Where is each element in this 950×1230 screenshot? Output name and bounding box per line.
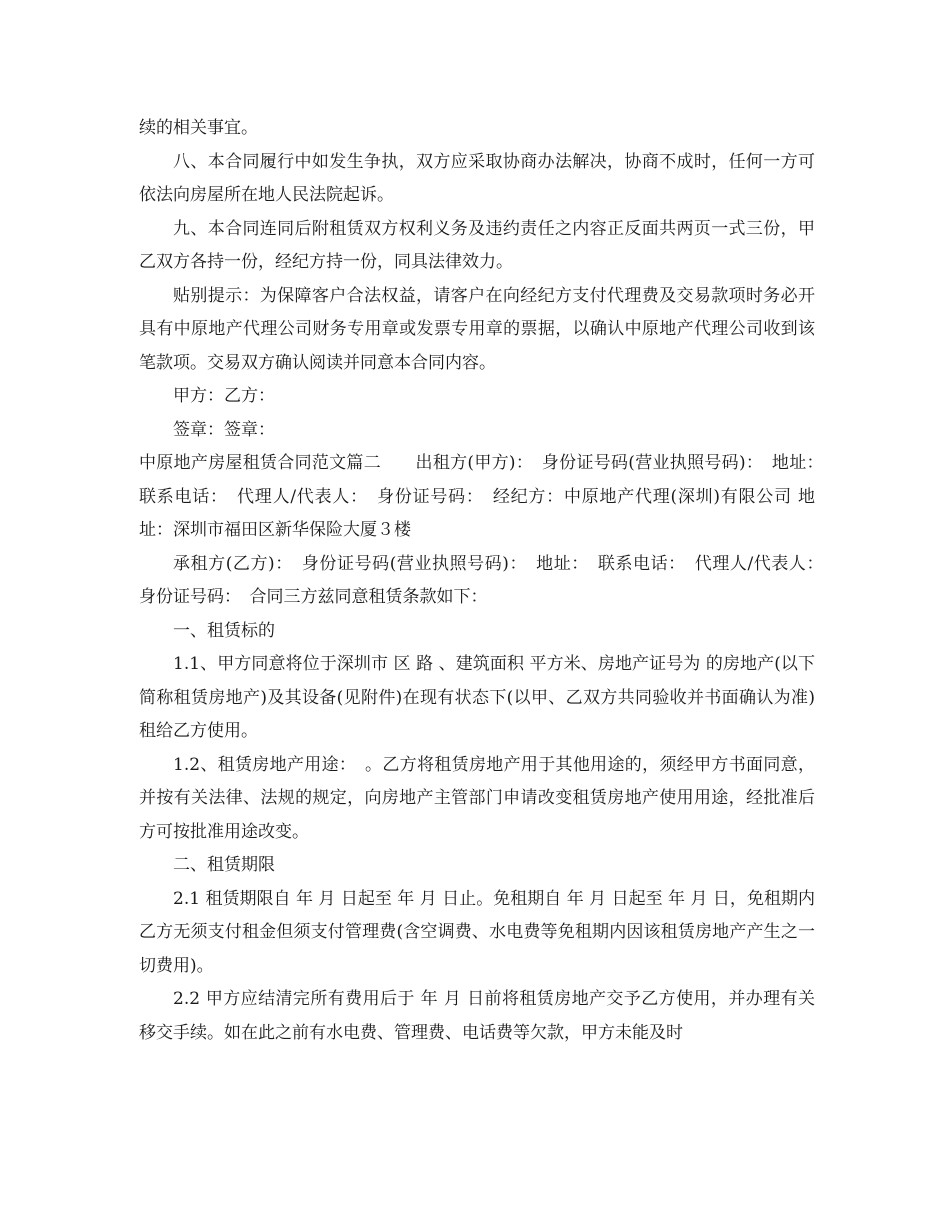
heading-lease-subject: 一、租赁标的 [173,620,275,641]
paragraph-lessee: 承租方(乙方)： 身份证号码(营业执照号码)： 地址： 联系电话： 代理人/代表人： 身份证号码： 合同三方兹同意租赁条款如下： [139,553,832,607]
heading-lease-term: 二、租赁期限 [173,855,275,875]
paragraph-special-notice: 贴别提示：为保障客户合法权益，请客户在向经纪方支付代理费及交易款项时务必开具有中原地产代理公司财务专用章或发票专用章的票据，以确认中原地产代理公司收到该笔款项。交易双方确认阅读并同意本合同内容。 [139,285,815,373]
paragraph-clause-2-2: 2.2 甲方应结清完所有费用后于 年 月 日前将租赁房地产交予乙方使用，并办理有关移交手续。如在此之前有水电费、管理费、电话费等欠款，甲方未能及时 [139,989,815,1043]
paragraph-clause-1-1: 1.1、甲方同意将位于深圳市 区 路 、建筑面积 平方米、房地产证号为 的房地产(以下简称租赁房地产)及其设备(见附件)在现有状态下(以甲、乙双方共同验收并书面确认为准)租给乙方使用。 [139,654,815,741]
paragraph-clause-9: 九、本合同连同后附租赁双方权利义务及违约责任之内容正反面共两页一式三份，甲乙双方各持一份，经纪方持一份，同具法律效力。 [139,218,815,272]
paragraph-parties: 甲方：乙方： [173,386,275,406]
paragraph-template-two-lessor: 中原地产房屋租赁合同范文篇二 出租方(甲方)： 身份证号码(营业执照号码)： 地址： 联系电话： 代理人/代表人： 身份证号码： 经纪方：中原地产代理(深圳)有限公司 地址：深圳市福田区新华保险大厦３楼 [139,453,832,540]
paragraph-clause-1-2: 1.2、租赁房地产用途： 。乙方将租赁房地产用于其他用途的，须经甲方书面同意，并按有关法律、法规的规定，向房地产主管部门申请改变租赁房地产使用用途，经批准后方可按批准用途改变。 [139,754,815,842]
paragraph-clause-8: 八、本合同履行中如发生争执，双方应采取协商办法解决，协商不成时，任何一方可依法向房屋所在地人民法院起诉。 [139,151,815,205]
paragraph-clause-2-1: 2.1 租赁期限自 年 月 日起至 年 月 日止。免租期自 年 月 日起至 年 月 日，免租期内乙方无须支付租金但须支付管理费(含空调费、水电费等免租期内因该租赁房地产产生之一切费用)。 [139,888,815,976]
document-page [139,112,832,1050]
paragraph-signatures: 签章：签章： [173,419,275,440]
paragraph-continuation: 续的相关事宜。 [139,118,258,138]
